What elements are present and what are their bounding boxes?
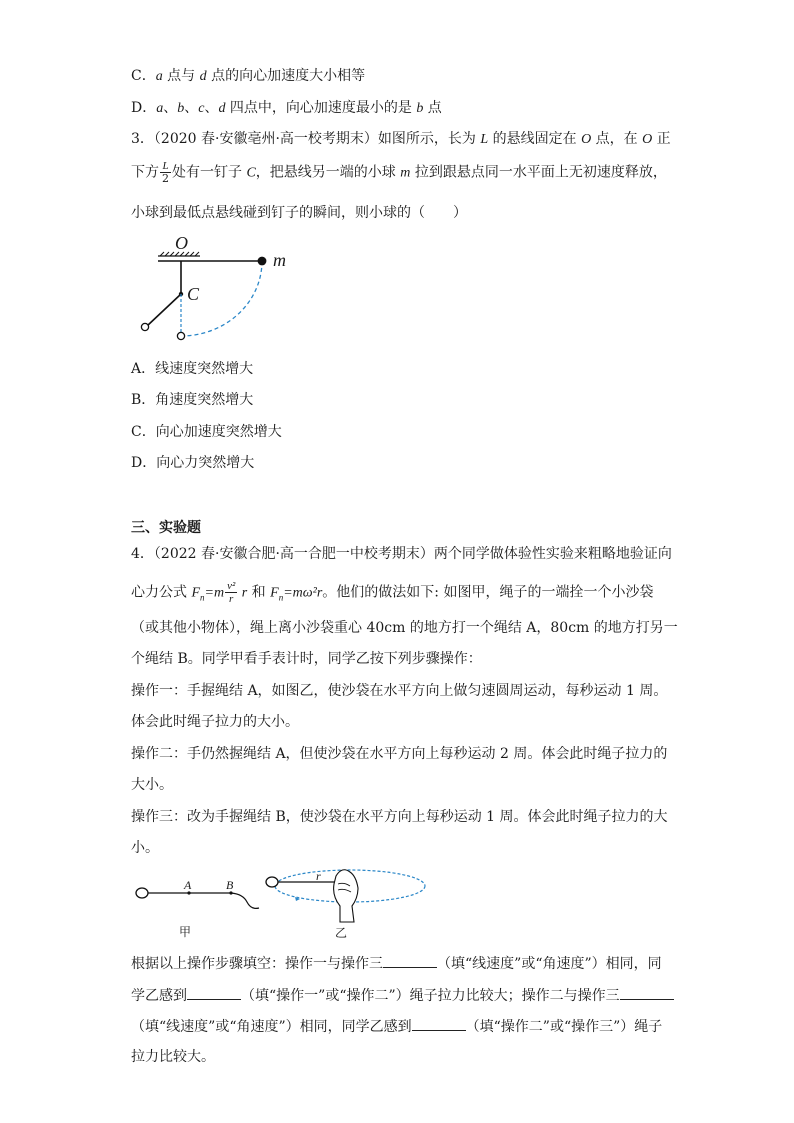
sandbag-yi bbox=[266, 877, 278, 887]
q4-operation3-line1: 操作三：改为手握绳结 B，使沙袋在水平方向上每秒运动 1 周。体会此时绳子拉力的大 bbox=[131, 809, 668, 825]
blank-3[interactable] bbox=[620, 985, 674, 1000]
q3-stem-line3: 小球到最低点悬线碰到钉子的瞬间，则小球的（ ） bbox=[131, 205, 467, 221]
ball-m bbox=[258, 257, 267, 266]
label-yi: 乙 bbox=[335, 926, 348, 940]
pendulum-figure bbox=[136, 234, 296, 344]
q3-stem-line2: 下方 $\frac{L}{2}$ 处有一钉子 C，把悬线另一端的小球 m 拉到跟悬点同一水平面上无初速度释放， bbox=[131, 160, 667, 185]
hand-icon bbox=[334, 870, 358, 922]
q4-operation1-line2: 体会此时绳子拉力的大小。 bbox=[131, 714, 299, 730]
q3-stem-line1: 3．（2020 春·安徽亳州·高一校考期末）如图所示，长为 L 的悬线固定在 O 点，在 O 正 bbox=[131, 131, 671, 147]
q4-stem-line2: 心力公式 $F_n=m$ $\frac{\text{v²}}{r}$ r 和 $F_n=m\omega^2r$。他们的做法如下: 如图甲，绳子的一端拴一个小沙袋 bbox=[131, 580, 654, 605]
q4-fill-line4: 拉力比较大。 bbox=[131, 1049, 215, 1065]
q4-operation2-line1: 操作二：手仍然握绳结 A，但使沙袋在水平方向上每秒运动 2 周。体会此时绳子拉力的 bbox=[131, 746, 668, 762]
q3-option-d: D．向心力突然增大 bbox=[131, 455, 255, 471]
q4-operation1-line1: 操作一：手握绳结 A，如图乙，使沙袋在水平方向上做匀速圆周运动，每秒运动 1 周。 bbox=[131, 683, 668, 699]
label-r: r bbox=[316, 869, 321, 883]
blank-1[interactable] bbox=[383, 953, 437, 968]
q2-option-d: D．a、b、c、d 四点中，向心加速度最小的是 b 点 bbox=[131, 100, 442, 116]
swung-string bbox=[147, 294, 181, 326]
q4-stem-line3: （或其他小物体），绳上离小沙袋重心 40cm 的地方打一个绳结 A，80cm 的地方打另一 bbox=[131, 620, 678, 636]
q3-option-a: A．线速度突然增大 bbox=[131, 361, 254, 377]
swung-ball bbox=[141, 323, 148, 330]
label-c: C bbox=[187, 284, 200, 304]
q3-option-c: C．向心加速度突然增大 bbox=[131, 424, 282, 440]
q4-stem-line1: 4．（2022 春·安徽合肥·高一合肥一中校考期末）两个同学做体验性实验来粗略地验证向 bbox=[131, 546, 672, 562]
label-a: A bbox=[184, 878, 192, 892]
lowest-ball bbox=[177, 332, 184, 339]
label-jia: 甲 bbox=[179, 925, 192, 939]
figure-jia bbox=[131, 868, 266, 940]
section-heading: 三、实验题 bbox=[131, 520, 201, 536]
q4-fill-line1: 根据以上操作步骤填空：操作一与操作三 （填“线速度”或“角速度”）相同，同 bbox=[131, 953, 662, 973]
blank-2[interactable] bbox=[187, 985, 241, 1000]
label-b: B bbox=[226, 878, 234, 892]
q4-stem-line4: 个绳结 B。同学甲看手表计时，同学乙按下列步骤操作： bbox=[131, 651, 482, 667]
figure-yi bbox=[258, 862, 430, 942]
label-o: O bbox=[175, 233, 188, 253]
q3-option-b: B．角速度突然增大 bbox=[131, 392, 254, 408]
label-m: m bbox=[273, 250, 286, 270]
blank-4[interactable] bbox=[412, 1016, 466, 1031]
fraction-l-over-2: $\frac{L}{2}$ bbox=[162, 160, 169, 185]
sandbag-jia bbox=[136, 888, 148, 898]
q4-operation3-line2: 小。 bbox=[131, 840, 159, 856]
fraction-v2-over-r: $\frac{\text{v²}}{r}$ bbox=[227, 580, 236, 605]
q4-fill-line3: （填“线速度”或“角速度”）相同，同学乙感到 （填“操作二”或“操作三”）绳子 bbox=[131, 1016, 662, 1036]
q2-option-c: C．a 点与 d 点的向心加速度大小相等 bbox=[131, 68, 366, 84]
rope-jia bbox=[148, 893, 259, 908]
q4-fill-line2: 学乙感到 （填“操作一”或“操作二”）绳子拉力比较大；操作二与操作三 bbox=[131, 985, 674, 1005]
q4-operation2-line2: 大小。 bbox=[131, 777, 173, 793]
